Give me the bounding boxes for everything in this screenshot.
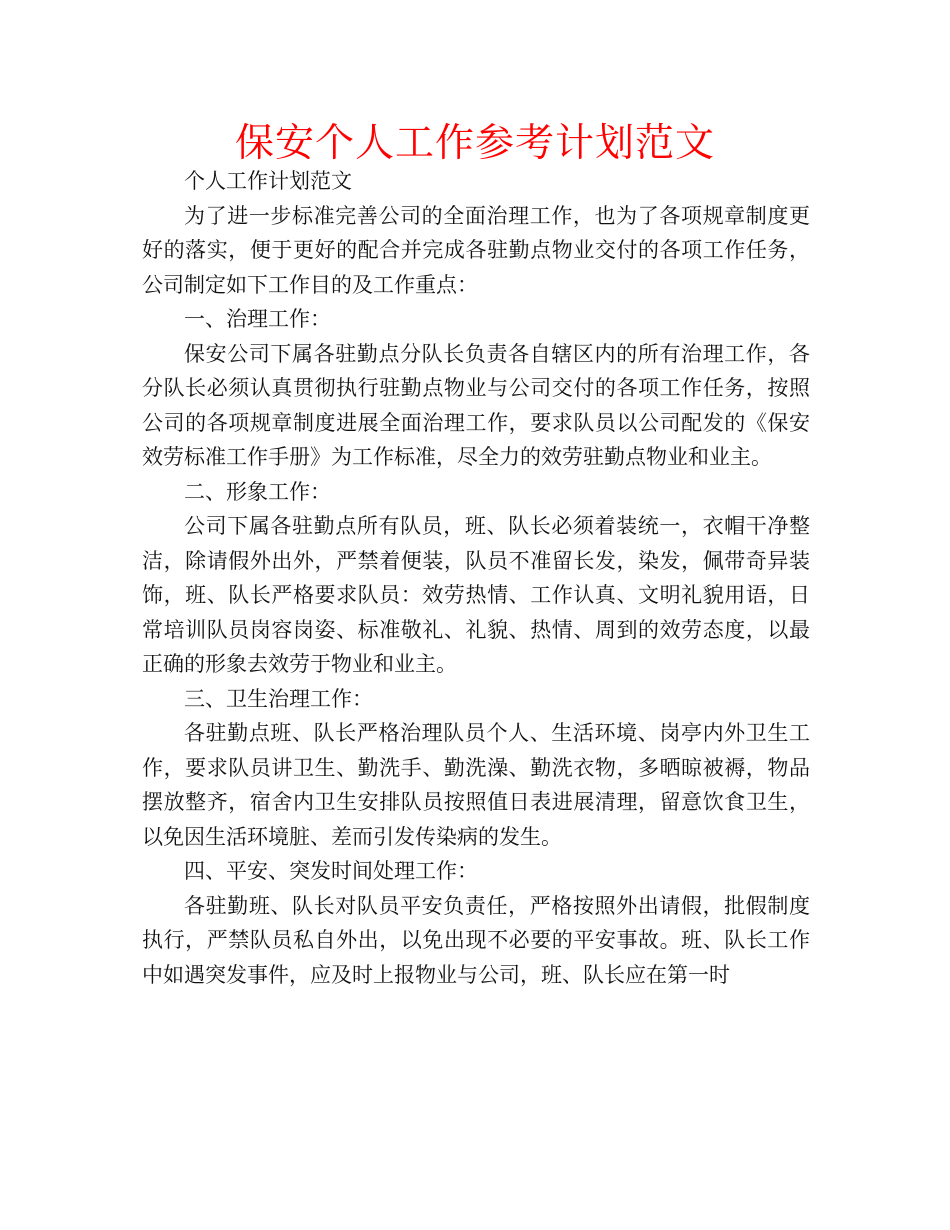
paragraph-subtitle: 个人工作计划范文 xyxy=(184,169,352,193)
section-heading-management: 一、治理工作： xyxy=(184,307,331,331)
section-heading-image: 二、形象工作： xyxy=(184,479,331,504)
section-heading-safety: 四、平安、突发时间处理工作： xyxy=(184,859,478,883)
document-title: 保安个人工作参考计划范文 xyxy=(234,121,715,166)
paragraph-intro: 为了进一步标准完善公司的全面治理工作，也为了各项规章制度更好的落实，便于更好的配合并完成各驻勤点物业交付的各项工作任务，公司制定如下工作目的及工作重点： xyxy=(142,203,810,297)
document-body xyxy=(142,164,810,992)
paragraph-image: 公司下属各驻勤点所有队员，班、队长必须着装统一，衣帽干净整洁，除请假外出外，严禁着便装，队员不准留长发，染发，佩带奇异装饰，班、队长严格要求队员：效劳热情、工作认真、文明礼貌用语，日常培训队员岗容岗姿、标准敬礼、礼貌、热情、周到的效劳态度，以最正确的形象去效劳于物业和业主。 xyxy=(142,514,810,676)
paragraph-management: 保安公司下属各驻勤点分队长负责各自辖区内的所有治理工作，各分队长必须认真贯彻执行驻勤点物业与公司交付的各项工作任务，按照公司的各项规章制度进展全面治理工作，要求队员以公司配发的《保安效劳标准工作手册》为工作标准，尽全力的效劳驻勤点物业和业主。 xyxy=(142,341,810,469)
paragraph-hygiene: 各驻勤点班、队长严格治理队员个人、生活环境、岗亭内外卫生工作，要求队员讲卫生、勤洗手、勤洗澡、勤洗衣物，多晒晾被褥，物品摆放整齐，宿舍内卫生安排队员按照值日表进展清理，留意饮食卫生，以免因生活环境脏、差而引发传染病的发生。 xyxy=(142,721,810,849)
section-heading-hygiene: 三、卫生治理工作： xyxy=(184,686,373,711)
paragraph-safety: 各驻勤班、队长对队员平安负责任，严格按照外出请假，批假制度执行，严禁队员私自外出，以免出现不必要的平安事故。班、队长工作中如遇突发事件，应及时上报物业与公司，班、队长应在第一时 xyxy=(142,893,810,987)
